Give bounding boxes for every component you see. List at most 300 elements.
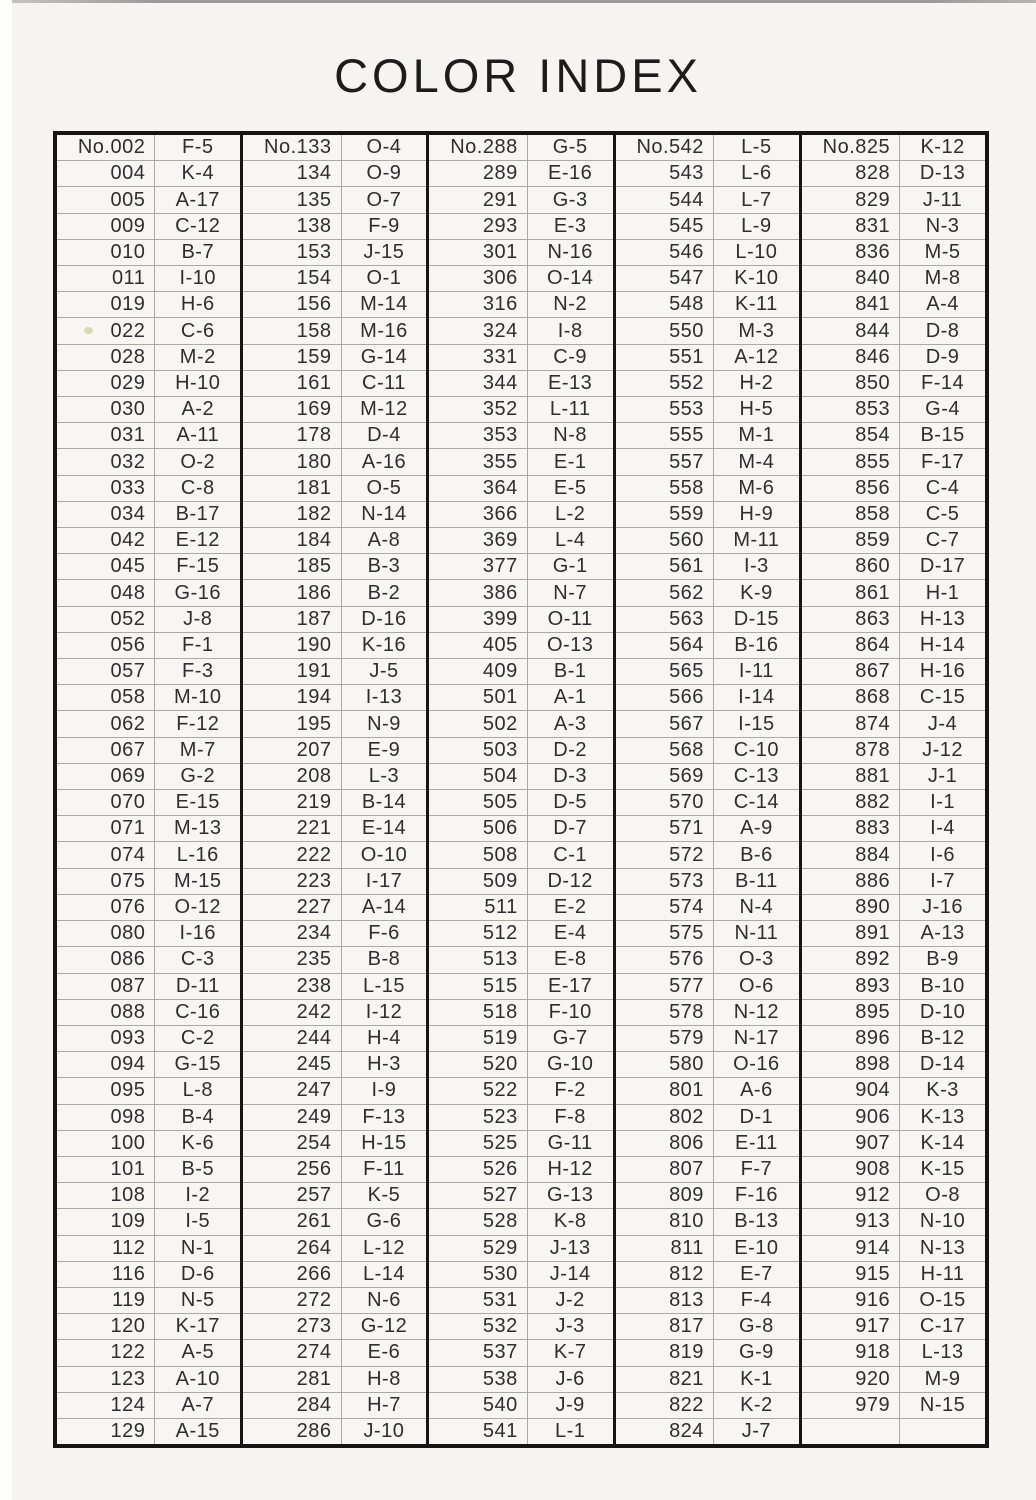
color-number-cell: 860 xyxy=(855,555,891,578)
color-number-cell: 364 xyxy=(482,476,518,499)
table-row xyxy=(57,973,240,999)
color-number-cell: 883 xyxy=(855,817,891,840)
table-row xyxy=(429,239,612,265)
table-row xyxy=(243,1366,426,1392)
color-number-cell: 353 xyxy=(482,424,518,447)
color-code-cell: N-10 xyxy=(899,1209,985,1234)
color-code-cell: D-9 xyxy=(899,345,985,370)
color-code-cell: D-15 xyxy=(713,607,799,632)
color-code-cell: D-11 xyxy=(154,974,240,999)
color-code-cell: F-8 xyxy=(527,1105,613,1130)
table-row xyxy=(616,186,799,212)
table-row xyxy=(802,1235,985,1261)
table-row xyxy=(243,527,426,553)
table-row xyxy=(802,684,985,710)
color-number-cell: 891 xyxy=(855,922,891,945)
color-code-cell: K-13 xyxy=(899,1105,985,1130)
color-code-cell: K-15 xyxy=(899,1157,985,1182)
table-row xyxy=(243,841,426,867)
color-code-cell: D-3 xyxy=(527,764,613,789)
color-number-cell: 527 xyxy=(482,1184,518,1207)
color-code-cell: J-13 xyxy=(527,1236,613,1261)
table-row xyxy=(802,265,985,291)
table-row xyxy=(243,1287,426,1313)
color-number-cell: 261 xyxy=(296,1210,332,1233)
table-row xyxy=(429,894,612,920)
table-row xyxy=(57,1156,240,1182)
color-number-cell: 801 xyxy=(669,1079,704,1102)
color-number-cell: 571 xyxy=(669,817,704,840)
table-row xyxy=(57,841,240,867)
color-code-cell: A-10 xyxy=(154,1367,240,1392)
color-code-cell: G-15 xyxy=(154,1052,240,1077)
color-code-cell: F-14 xyxy=(899,371,985,396)
color-code-cell: M-11 xyxy=(713,528,799,553)
color-code-cell: B-3 xyxy=(341,554,427,579)
color-number-cell xyxy=(802,1419,899,1444)
color-code-cell: C-7 xyxy=(899,528,985,553)
table-row xyxy=(243,1104,426,1130)
color-number-cell: 052 xyxy=(110,607,146,630)
table-row xyxy=(57,239,240,265)
table-row xyxy=(802,1156,985,1182)
table-row xyxy=(57,579,240,605)
table-row xyxy=(57,1366,240,1392)
color-code-cell: N-4 xyxy=(713,895,799,920)
color-code-cell: M-9 xyxy=(899,1367,985,1392)
table-row xyxy=(802,973,985,999)
table-row xyxy=(57,1051,240,1077)
color-code-cell: O-4 xyxy=(341,135,427,160)
table-row xyxy=(243,160,426,186)
color-number-cell: 108 xyxy=(110,1184,146,1207)
color-number-cell: 257 xyxy=(296,1184,332,1207)
table-row xyxy=(429,527,612,553)
color-code-cell: L-15 xyxy=(341,974,427,999)
color-number-cell: 161 xyxy=(296,371,332,394)
table-row xyxy=(802,160,985,186)
color-number-cell: 874 xyxy=(855,712,891,735)
color-code-cell: C-16 xyxy=(154,1000,240,1025)
table-row xyxy=(429,1313,612,1339)
color-code-cell: K-14 xyxy=(899,1131,985,1156)
color-number-cell: 829 xyxy=(855,188,891,211)
color-code-cell: A-6 xyxy=(713,1078,799,1103)
color-code-cell: O-15 xyxy=(899,1288,985,1313)
color-code-cell: I-3 xyxy=(713,554,799,579)
color-code-cell: D-17 xyxy=(899,554,985,579)
table-row xyxy=(57,684,240,710)
color-number-cell: 344 xyxy=(482,371,518,394)
color-code-cell: N-9 xyxy=(341,711,427,736)
table-row xyxy=(802,1392,985,1418)
table-row xyxy=(57,1313,240,1339)
color-code-cell: M-6 xyxy=(713,476,799,501)
table-row xyxy=(57,999,240,1025)
color-code-cell: G-8 xyxy=(713,1314,799,1339)
color-code-cell: F-3 xyxy=(154,659,240,684)
color-code-cell: A-2 xyxy=(154,397,240,422)
table-row xyxy=(616,973,799,999)
scan-speck xyxy=(84,327,93,334)
color-number-cell: 194 xyxy=(296,686,332,709)
table-row xyxy=(616,1235,799,1261)
color-number-cell: 570 xyxy=(669,791,704,814)
color-code-cell: A-12 xyxy=(713,345,799,370)
color-code-cell: E-5 xyxy=(527,476,613,501)
table-row xyxy=(57,1208,240,1234)
color-number-cell: 366 xyxy=(482,502,518,525)
table-row xyxy=(802,527,985,553)
table-row xyxy=(802,501,985,527)
table-row xyxy=(57,920,240,946)
color-number-cell: 249 xyxy=(296,1105,332,1128)
color-code-cell: J-6 xyxy=(527,1367,613,1392)
color-number-cell: 807 xyxy=(669,1158,704,1181)
table-row xyxy=(616,710,799,736)
table-row xyxy=(243,396,426,422)
color-number-cell: 088 xyxy=(110,1000,146,1023)
color-number-cell: 506 xyxy=(482,817,518,840)
color-number-cell: 057 xyxy=(110,660,146,683)
table-row xyxy=(429,920,612,946)
table-row xyxy=(243,1077,426,1103)
color-number-cell: 129 xyxy=(110,1420,146,1443)
color-number-cell: 074 xyxy=(110,843,146,866)
table-row xyxy=(616,1025,799,1051)
color-number-cell: 812 xyxy=(669,1262,704,1285)
table-row xyxy=(616,1104,799,1130)
table-row xyxy=(616,527,799,553)
color-code-cell: O-6 xyxy=(713,974,799,999)
table-row xyxy=(802,1261,985,1287)
color-number-cell: 531 xyxy=(482,1289,518,1312)
table-row xyxy=(243,501,426,527)
color-number-cell: 501 xyxy=(482,686,518,709)
color-number-cell: 578 xyxy=(669,1000,704,1023)
color-code-cell: I-4 xyxy=(899,816,985,841)
color-code-cell: H-2 xyxy=(713,371,799,396)
color-code-cell: C-10 xyxy=(713,738,799,763)
color-number-cell: 896 xyxy=(855,1027,891,1049)
color-number-cell: 824 xyxy=(669,1420,704,1443)
color-number-cell: 577 xyxy=(669,974,704,997)
color-code-cell: L-11 xyxy=(527,397,613,422)
table-row xyxy=(57,553,240,579)
table-row xyxy=(243,868,426,894)
table-row xyxy=(429,1182,612,1208)
table-row xyxy=(429,475,612,501)
color-number-cell: 284 xyxy=(296,1393,332,1416)
color-code-cell: M-10 xyxy=(154,685,240,710)
color-code-cell: B-6 xyxy=(713,842,799,867)
table-row xyxy=(243,1130,426,1156)
table-row xyxy=(57,527,240,553)
color-code-cell: D-7 xyxy=(527,816,613,841)
color-number-cell: 864 xyxy=(855,633,891,656)
color-number-cell: 529 xyxy=(482,1236,518,1259)
color-code-cell: H-9 xyxy=(713,502,799,527)
table-row xyxy=(429,868,612,894)
table-row xyxy=(429,265,612,291)
color-number-cell: 100 xyxy=(110,1131,146,1154)
color-code-cell: G-6 xyxy=(341,1209,427,1234)
color-number-cell: 067 xyxy=(110,738,146,761)
table-row xyxy=(57,868,240,894)
color-number-cell: 508 xyxy=(482,843,518,866)
color-code-cell: E-7 xyxy=(713,1262,799,1287)
color-code-cell: K-12 xyxy=(899,135,985,160)
color-code-cell: N-2 xyxy=(527,292,613,317)
color-number-cell: 886 xyxy=(855,869,891,892)
color-number-cell: 011 xyxy=(111,267,146,290)
color-code-cell: H-10 xyxy=(154,371,240,396)
table-row xyxy=(429,1392,612,1418)
color-number-cell: 112 xyxy=(111,1236,146,1259)
table-row xyxy=(57,370,240,396)
color-code-cell: F-5 xyxy=(154,135,240,160)
color-code-cell: A-15 xyxy=(154,1419,240,1444)
table-row xyxy=(57,606,240,632)
color-number-cell: 180 xyxy=(296,450,332,473)
table-row xyxy=(429,317,612,343)
color-code-cell: O-2 xyxy=(154,449,240,474)
color-number-cell: 184 xyxy=(296,529,332,552)
color-code-cell: O-10 xyxy=(341,842,427,867)
color-code-cell: E-12 xyxy=(154,528,240,553)
table-row xyxy=(802,710,985,736)
color-number-cell: 352 xyxy=(482,398,518,421)
table-row xyxy=(429,422,612,448)
color-number-cell: 525 xyxy=(482,1131,518,1154)
color-code-cell: A-5 xyxy=(154,1340,240,1365)
color-code-cell: E-16 xyxy=(527,161,613,186)
color-code-cell xyxy=(899,1419,985,1444)
table-row xyxy=(429,763,612,789)
table-row xyxy=(243,1208,426,1234)
color-code-cell: A-11 xyxy=(154,423,240,448)
color-code-cell: J-16 xyxy=(899,895,985,920)
color-code-cell: B-4 xyxy=(154,1105,240,1130)
color-code-cell: I-9 xyxy=(341,1078,427,1103)
color-number-cell: 033 xyxy=(110,476,146,499)
table-row xyxy=(802,317,985,343)
color-code-cell: N-16 xyxy=(527,240,613,265)
table-row xyxy=(616,1156,799,1182)
table-row xyxy=(429,1287,612,1313)
table-row xyxy=(429,370,612,396)
color-number-cell: 405 xyxy=(482,633,518,656)
color-number-cell: 573 xyxy=(669,869,704,892)
table-row xyxy=(616,370,799,396)
color-code-cell: B-10 xyxy=(899,974,985,999)
color-code-cell: C-3 xyxy=(154,947,240,972)
table-row xyxy=(57,1182,240,1208)
color-number-cell: 553 xyxy=(669,398,704,421)
color-number-cell: 551 xyxy=(669,345,704,368)
table-row xyxy=(243,1418,426,1444)
color-number-cell: 515 xyxy=(482,974,518,997)
color-number-cell: 881 xyxy=(855,764,891,787)
color-number-cell: 809 xyxy=(669,1184,704,1207)
table-row xyxy=(57,396,240,422)
color-number-cell: 187 xyxy=(296,607,332,630)
color-number-cell: 513 xyxy=(482,948,518,971)
table-row xyxy=(243,789,426,815)
color-number-cell: 069 xyxy=(110,764,146,787)
color-code-cell: B-1 xyxy=(527,659,613,684)
color-number-cell: 093 xyxy=(110,1027,146,1049)
table-row xyxy=(429,815,612,841)
table-row xyxy=(802,239,985,265)
color-number-cell: 185 xyxy=(296,555,332,578)
color-code-cell: O-8 xyxy=(899,1183,985,1208)
color-code-cell: H-6 xyxy=(154,292,240,317)
table-row xyxy=(429,710,612,736)
table-row xyxy=(429,632,612,658)
color-number-cell: 979 xyxy=(855,1393,891,1416)
color-number-cell: 522 xyxy=(482,1079,518,1102)
color-number-cell: 070 xyxy=(110,791,146,814)
color-code-cell: D-5 xyxy=(527,790,613,815)
table-row xyxy=(429,1261,612,1287)
color-code-cell: J-7 xyxy=(713,1419,799,1444)
table-row xyxy=(802,553,985,579)
color-code-cell: A-9 xyxy=(713,816,799,841)
color-number-cell: 575 xyxy=(669,922,704,945)
table-row xyxy=(616,632,799,658)
color-code-cell: E-4 xyxy=(527,921,613,946)
table-row xyxy=(802,1130,985,1156)
color-code-cell: K-11 xyxy=(713,292,799,317)
color-number-cell: 116 xyxy=(111,1262,146,1285)
color-code-cell: J-4 xyxy=(899,711,985,736)
table-row xyxy=(243,579,426,605)
table-row xyxy=(243,1392,426,1418)
table-row xyxy=(429,553,612,579)
color-number-cell: 884 xyxy=(855,843,891,866)
color-code-cell: M-4 xyxy=(713,449,799,474)
color-number-cell: 122 xyxy=(110,1341,146,1364)
color-number-cell: 098 xyxy=(110,1105,146,1128)
color-code-cell: G-14 xyxy=(341,345,427,370)
color-code-cell: E-8 xyxy=(527,947,613,972)
color-number-cell: 530 xyxy=(482,1262,518,1285)
color-number-cell: 005 xyxy=(110,188,146,211)
table-row xyxy=(429,658,612,684)
color-number-cell: 802 xyxy=(669,1105,704,1128)
color-code-cell: C-13 xyxy=(713,764,799,789)
color-number-cell: 550 xyxy=(669,319,704,342)
color-code-cell: G-3 xyxy=(527,187,613,212)
color-number-cell: 844 xyxy=(855,319,891,342)
color-number-cell: 917 xyxy=(855,1315,891,1338)
color-number-cell: 918 xyxy=(855,1341,891,1364)
color-code-cell: I-11 xyxy=(713,659,799,684)
table-row xyxy=(57,737,240,763)
color-code-cell: L-1 xyxy=(527,1419,613,1444)
scan-edge-left xyxy=(0,0,12,1500)
table-row xyxy=(429,501,612,527)
color-number-cell: 867 xyxy=(855,660,891,683)
color-number-cell: 301 xyxy=(482,240,518,263)
table-row xyxy=(616,868,799,894)
color-code-cell: F-2 xyxy=(527,1078,613,1103)
table-row xyxy=(429,448,612,474)
color-number-cell: 010 xyxy=(110,240,146,263)
color-code-cell: M-7 xyxy=(154,738,240,763)
table-row xyxy=(616,789,799,815)
color-code-cell: B-7 xyxy=(154,240,240,265)
color-code-cell: C-11 xyxy=(341,371,427,396)
table-row xyxy=(243,1182,426,1208)
table-row xyxy=(616,291,799,317)
color-code-cell: F-11 xyxy=(341,1157,427,1182)
color-number-cell: 503 xyxy=(482,738,518,761)
color-number-cell: 399 xyxy=(482,607,518,630)
color-code-cell: M-15 xyxy=(154,869,240,894)
color-number-cell: 518 xyxy=(482,1000,518,1023)
color-number-cell: 135 xyxy=(296,188,332,211)
color-code-cell: O-7 xyxy=(341,187,427,212)
table-row xyxy=(802,1208,985,1234)
color-code-cell: K-6 xyxy=(154,1131,240,1156)
color-number-cell: 509 xyxy=(482,869,518,892)
color-number-cell: 846 xyxy=(855,345,891,368)
table-row xyxy=(802,920,985,946)
color-code-cell: M-8 xyxy=(899,266,985,291)
color-code-cell: L-6 xyxy=(713,161,799,186)
color-number-cell: 561 xyxy=(669,555,704,578)
color-number-cell: 086 xyxy=(110,948,146,971)
table-row xyxy=(57,422,240,448)
color-code-cell: O-13 xyxy=(527,633,613,658)
color-code-cell: B-11 xyxy=(713,869,799,894)
color-code-cell: G-11 xyxy=(527,1131,613,1156)
color-number-cell: 042 xyxy=(110,529,146,552)
table-row xyxy=(616,344,799,370)
color-code-cell: F-15 xyxy=(154,554,240,579)
table-row xyxy=(802,763,985,789)
color-code-cell: B-12 xyxy=(899,1026,985,1051)
table-row xyxy=(429,1339,612,1365)
color-number-cell: No.825 xyxy=(822,136,891,159)
color-code-cell: A-8 xyxy=(341,528,427,553)
table-row xyxy=(243,658,426,684)
table-row xyxy=(616,239,799,265)
color-code-cell: B-14 xyxy=(341,790,427,815)
color-number-cell: 274 xyxy=(296,1341,332,1364)
table-row xyxy=(243,1235,426,1261)
color-number-cell: 191 xyxy=(296,660,332,683)
table-row xyxy=(429,999,612,1025)
table-row xyxy=(802,1025,985,1051)
table-row xyxy=(802,1287,985,1313)
table-row xyxy=(57,291,240,317)
table-row xyxy=(802,606,985,632)
color-number-cell: 545 xyxy=(669,214,704,237)
color-code-cell: D-6 xyxy=(154,1262,240,1287)
color-number-cell: 560 xyxy=(669,529,704,552)
color-number-cell: 022 xyxy=(110,319,146,342)
color-code-cell: F-4 xyxy=(713,1288,799,1313)
color-number-cell: 836 xyxy=(855,240,891,263)
color-code-cell: L-4 xyxy=(527,528,613,553)
color-number-cell: 254 xyxy=(296,1131,332,1154)
color-number-cell: 289 xyxy=(482,162,518,185)
color-number-cell: 409 xyxy=(482,660,518,683)
table-row xyxy=(429,1208,612,1234)
